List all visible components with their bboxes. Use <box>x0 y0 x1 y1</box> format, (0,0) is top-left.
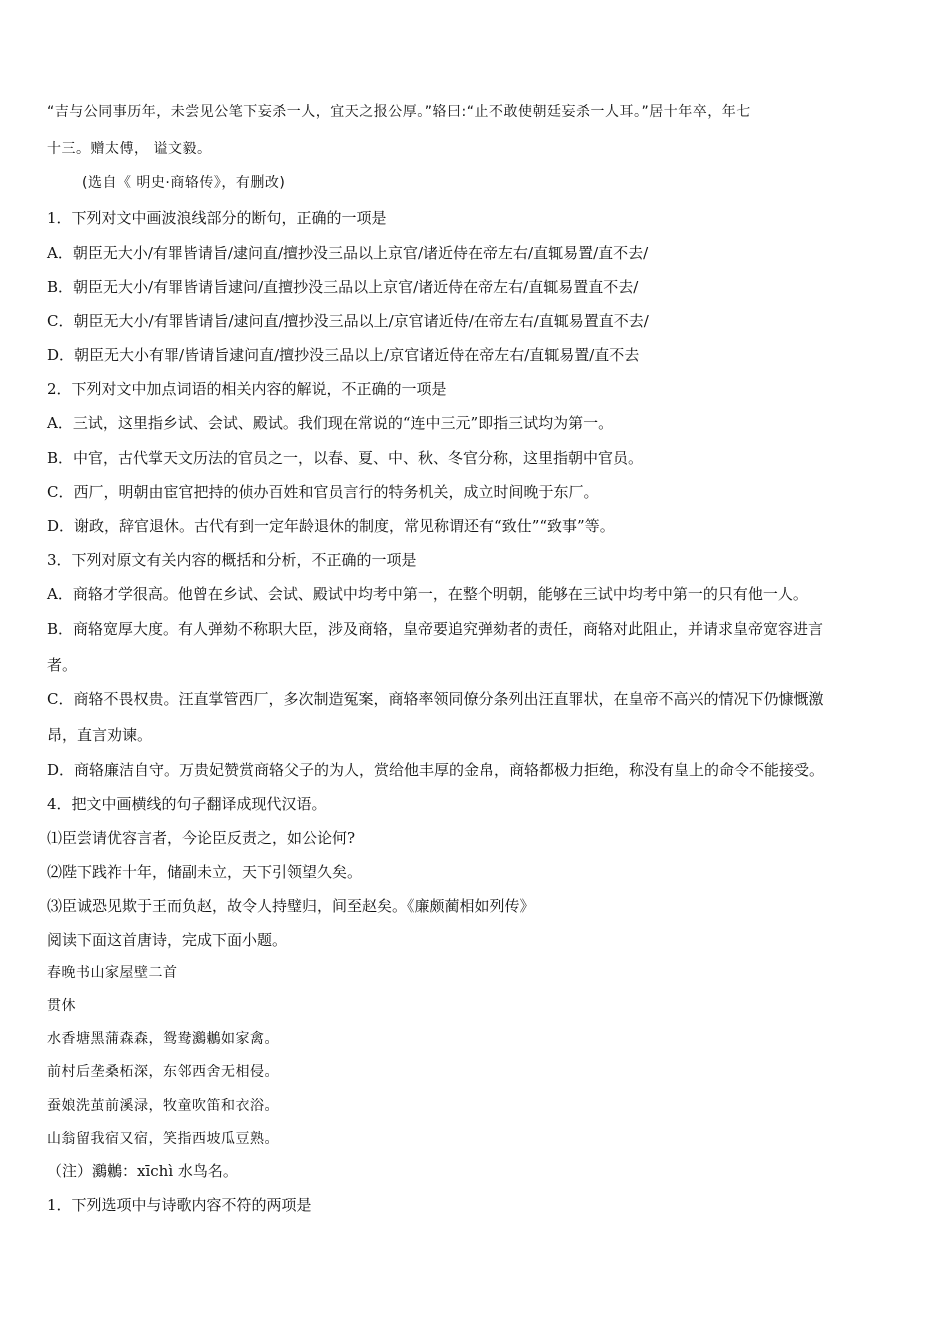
poem-note: （注）鸂鶒：xīchì 水鸟名。 <box>47 1162 238 1180</box>
q1-option-a: A．朝臣无大小/有罪皆请旨/逮问直/擅抄没三品以上京官/诸近侍在帝左右/直辄易置/直不去/ <box>47 244 649 262</box>
poem-question: 1．下列选项中与诗歌内容不符的两项是 <box>47 1196 312 1214</box>
q3-option-a: A．商辂才学很高。他曾在乡试、会试、殿试中均考中第一，在整个明朝，能够在三试中均考中第一的只有他一人。 <box>47 585 808 603</box>
q4-item-2: ⑵陛下践祚十年，储副未立，天下引领望久矣。 <box>47 863 363 881</box>
q3-option-b-line-2: 者。 <box>47 656 78 674</box>
q3-option-c-line-1: C．商辂不畏权贵。汪直掌管西厂，多次制造冤案，商辂率领同僚分条列出汪直罪状，在皇帝不高兴的情况下仍慷慨激 <box>47 690 824 708</box>
passage-line-2: 十三。赠太傅， 谥文毅。 <box>47 141 212 157</box>
poem-line-3: 蚕娘洗茧前溪渌，牧童吹笛和衣浴。 <box>47 1098 279 1114</box>
q2-option-b: B．中官，古代掌天文历法的官员之一，以春、夏、中、秋、冬官分称，这里指朝中官员。 <box>47 449 644 467</box>
q3-stem: 3．下列对原文有关内容的概括和分析，不正确的一项是 <box>47 551 417 569</box>
q1-option-b: B．朝臣无大小/有罪皆请旨逮问/直擅抄没三品以上京官/诸近侍在帝左右/直辄易置直不去/ <box>47 278 639 296</box>
q4-stem: 4．把文中画横线的句子翻译成现代汉语。 <box>47 795 327 813</box>
q1-option-d: D．朝臣无大小有罪/皆请旨逮问直/擅抄没三品以上/京官诸近侍在帝左右/直辄易置/直不去 <box>47 346 640 364</box>
poem-line-1: 水香塘黑蒲森森，鸳鸯鸂鶒如家禽。 <box>47 1031 279 1047</box>
q3-option-d: D．商辂廉洁自守。万贵妃赞赏商辂父子的为人，赏给他丰厚的金帛，商辂都极力拒绝，称没有皇上的命令不能接受。 <box>47 761 825 779</box>
poem-intro: 阅读下面这首唐诗，完成下面小题。 <box>47 931 288 949</box>
q2-option-a: A．三试，这里指乡试、会试、殿试。我们现在常说的“连中三元”即指三试均为第一。 <box>47 414 614 432</box>
passage-line-1: “吉与公同事历年，未尝见公笔下妄杀一人，宜天之报公厚。”辂曰:“止不敢使朝廷妄杀一人耳。”居十年卒，年七 <box>47 104 751 120</box>
q1-stem: 1．下列对文中画波浪线部分的断句，正确的一项是 <box>47 209 387 227</box>
poem-author: 贯休 <box>47 998 76 1014</box>
q3-option-b-line-1: B．商辂宽厚大度。有人弹劾不称职大臣，涉及商辂，皇帝要追究弹劾者的责任，商辂对此阻止，并请求皇帝宽容进言 <box>47 620 824 638</box>
q4-item-3: ⑶臣诚恐见欺于王而负赵，故令人持璧归，间至赵矣。《廉颇蔺相如列传》 <box>47 897 535 915</box>
q1-option-c: C．朝臣无大小/有罪皆请旨/逮问直/擅抄没三品以上/京官诸近侍/在帝左右/直辄易置直不去/ <box>47 312 649 330</box>
poem-line-4: 山翁留我宿又宿，笑指西坡瓜豆熟。 <box>47 1131 279 1147</box>
q2-option-d: D．谢政，辞官退休。古代有到一定年龄退休的制度，常见称谓还有“致仕”“致事”等。 <box>47 517 615 535</box>
passage-source: (选自《 明史·商辂传》，有删改) <box>82 175 286 191</box>
poem-line-2: 前村后垄桑柘深，东邻西舍无相侵。 <box>47 1064 279 1080</box>
poem-title: 春晚书山家屋壁二首 <box>47 965 178 981</box>
q2-option-c: C．西厂，明朝由宦官把持的侦办百姓和官员言行的特务机关，成立时间晚于东厂。 <box>47 483 599 501</box>
q2-stem: 2．下列对文中加点词语的相关内容的解说，不正确的一项是 <box>47 380 447 398</box>
q4-item-1: ⑴臣尝请优容言者，今论臣反责之，如公论何? <box>47 829 356 847</box>
q3-option-c-line-2: 昂，直言劝谏。 <box>47 726 153 744</box>
